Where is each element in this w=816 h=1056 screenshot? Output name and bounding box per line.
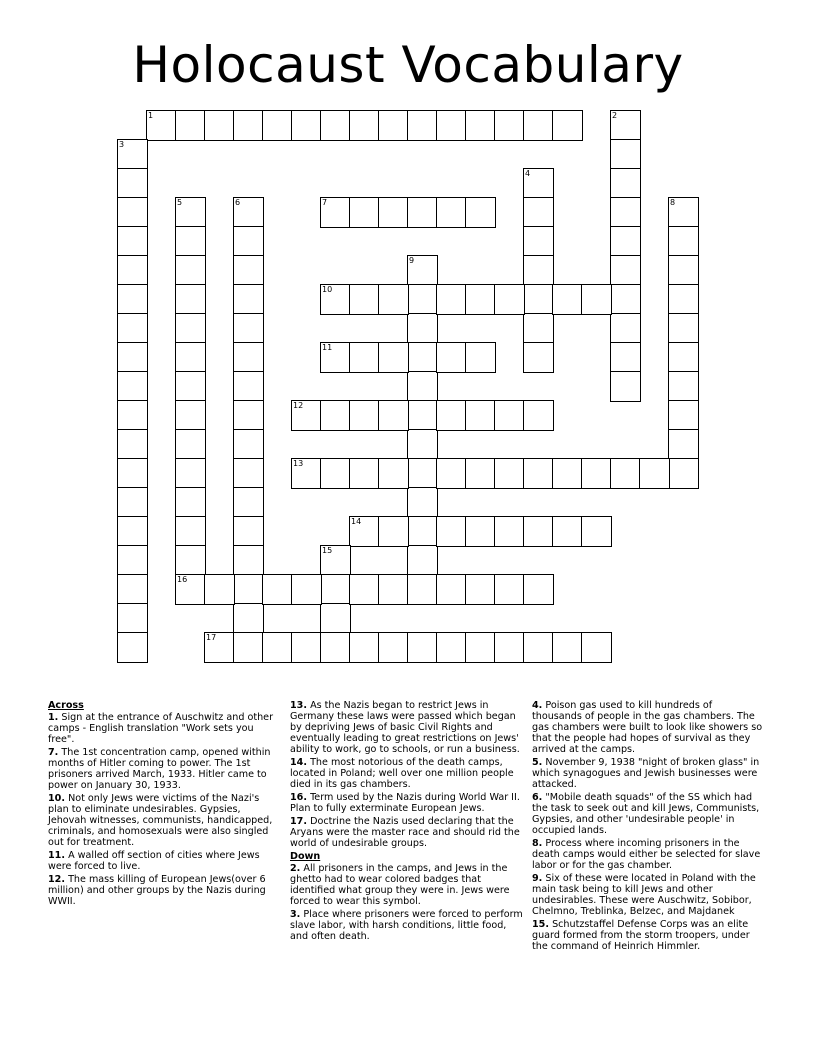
grid-cell[interactable] [146, 110, 177, 141]
grid-cell[interactable] [523, 458, 554, 489]
grid-cell[interactable] [378, 516, 409, 547]
clue-down-4: 4. Poison gas used to kill hundreds of thousands of people in the gas chambers. The gas chambers were built to look like showers so that the people had hopes of survival as they arrived at the camps. [532, 700, 763, 755]
clue-number: 16 [177, 575, 188, 584]
clue-number: 8 [670, 198, 676, 207]
grid-cell[interactable] [552, 284, 583, 315]
grid-cell[interactable] [175, 342, 206, 373]
clue-across-14: 14. The most notorious of the death camps, located in Poland; well over one million people died in its gas chambers. [290, 757, 514, 790]
grid-cell[interactable] [407, 545, 438, 576]
grid-cell[interactable] [349, 110, 380, 141]
grid-cell[interactable] [378, 110, 409, 141]
grid-cell[interactable] [494, 110, 525, 141]
grid-cell[interactable] [117, 458, 148, 489]
clue-across-12: 12. The mass killing of European Jews(over 6 million) and other groups by the Nazis during WWII. [48, 874, 266, 907]
clue-down-8: 8. Process where incoming prisoners in the death camps would either be selected for slave labor or for the gas chamber. [532, 838, 761, 871]
grid-cell[interactable] [349, 632, 380, 663]
grid-cell[interactable] [523, 632, 554, 663]
grid-cell[interactable] [349, 516, 380, 547]
grid-cell[interactable] [668, 371, 699, 402]
clue-across-1: 1. Sign at the entrance of Auschwitz and other camps - English translation "Work sets you free". [48, 712, 274, 745]
grid-cell[interactable] [465, 400, 496, 431]
grid-cell[interactable] [291, 458, 322, 489]
grid-cell[interactable] [233, 603, 264, 634]
grid-cell[interactable] [175, 110, 206, 141]
grid-cell[interactable] [494, 400, 525, 431]
grid-cell[interactable] [349, 284, 380, 315]
grid-cell[interactable] [320, 342, 351, 373]
grid-cell[interactable] [175, 313, 206, 344]
grid-cell[interactable] [465, 632, 496, 663]
grid-cell[interactable] [320, 110, 351, 141]
grid-cell[interactable] [668, 255, 699, 286]
grid-cell[interactable] [552, 458, 583, 489]
grid-cell[interactable] [117, 371, 148, 402]
grid-cell[interactable] [349, 574, 380, 605]
clue-number: 7 [322, 198, 328, 207]
grid-cell[interactable] [175, 545, 206, 576]
grid-cell[interactable] [117, 255, 148, 286]
grid-cell[interactable] [668, 400, 699, 431]
grid-cell[interactable] [552, 110, 583, 141]
grid-cell[interactable] [407, 197, 438, 228]
clue-across-7: 7. The 1st concentration camp, opened within months of Hitler coming to power. The 1st prisoners arrived March, 1933. Hitler came to power on January 30, 1933. [48, 747, 271, 791]
clue-number: 10 [322, 285, 333, 294]
grid-cell[interactable] [523, 342, 554, 373]
grid-cell[interactable] [320, 284, 351, 315]
grid-cell[interactable] [552, 632, 583, 663]
grid-cell[interactable] [233, 545, 264, 576]
grid-cell[interactable] [117, 516, 148, 547]
grid-cell[interactable] [175, 458, 206, 489]
grid-cell[interactable] [233, 342, 264, 373]
grid-cell[interactable] [117, 139, 148, 170]
clue-number: 6 [235, 198, 241, 207]
grid-cell[interactable] [349, 458, 380, 489]
clue-across-10: 10. Not only Jews were victims of the Nazi's plan to eliminate undesirables. Gypsies, Jehovah witnesses, communists, handicapped, criminals, and homosexuals were also singled out for treatment. [48, 793, 273, 848]
grid-cell[interactable] [407, 400, 438, 431]
clue-down-2: 2. All prisoners in the camps, and Jews in the ghetto had to wear colored badges that identified what group they were in. Jews were forced to wear this symbol. [290, 863, 510, 907]
clue-number: 4 [525, 169, 531, 178]
grid-cell[interactable] [117, 603, 148, 634]
puzzle-title: Holocaust Vocabulary [132, 36, 684, 94]
grid-cell[interactable] [233, 313, 264, 344]
grid-cell[interactable] [117, 429, 148, 460]
grid-cell[interactable] [117, 574, 148, 605]
grid-cell[interactable] [378, 574, 409, 605]
across-heading: Across [48, 700, 84, 711]
grid-cell[interactable] [175, 284, 206, 315]
down-heading: Down [290, 851, 321, 862]
grid-cell[interactable] [407, 342, 438, 373]
grid-cell[interactable] [378, 632, 409, 663]
clue-number: 13 [293, 459, 304, 468]
grid-cell[interactable] [436, 574, 467, 605]
grid-cell[interactable] [436, 284, 467, 315]
grid-cell[interactable] [523, 110, 554, 141]
grid-cell[interactable] [523, 168, 554, 199]
grid-cell[interactable] [204, 110, 235, 141]
grid-cell[interactable] [349, 400, 380, 431]
grid-cell[interactable] [639, 458, 670, 489]
grid-cell[interactable] [291, 632, 322, 663]
clue-number: 5 [177, 198, 183, 207]
grid-cell[interactable] [204, 574, 235, 605]
grid-cell[interactable] [407, 487, 438, 518]
clue-across-11: 11. A walled off section of cities where Jews were forced to live. [48, 850, 260, 872]
grid-cell[interactable] [407, 429, 438, 460]
grid-cell[interactable] [523, 255, 554, 286]
clue-number: 12 [293, 401, 304, 410]
clue-number: 14 [351, 517, 362, 526]
grid-cell[interactable] [320, 197, 351, 228]
grid-cell[interactable] [349, 342, 380, 373]
grid-cell[interactable] [436, 400, 467, 431]
grid-cell[interactable] [581, 284, 612, 315]
grid-cell[interactable] [668, 226, 699, 257]
grid-cell[interactable] [494, 516, 525, 547]
grid-cell[interactable] [117, 197, 148, 228]
grid-cell[interactable] [407, 632, 438, 663]
grid-cell[interactable] [117, 168, 148, 199]
grid-cell[interactable] [233, 429, 264, 460]
clue-down-5: 5. November 9, 1938 "night of broken glass" in which synagogues and Jewish businesses were attacked. [532, 757, 760, 790]
grid-cell[interactable] [233, 226, 264, 257]
grid-cell[interactable] [610, 168, 641, 199]
grid-cell[interactable] [233, 400, 264, 431]
grid-cell[interactable] [378, 197, 409, 228]
grid-cell[interactable] [291, 400, 322, 431]
grid-cell[interactable] [465, 574, 496, 605]
grid-cell[interactable] [262, 574, 293, 605]
grid-cell[interactable] [233, 284, 264, 315]
grid-cell[interactable] [117, 632, 148, 663]
grid-cell[interactable] [233, 458, 264, 489]
grid-cell[interactable] [668, 458, 699, 489]
grid-cell[interactable] [175, 574, 206, 605]
grid-cell[interactable] [117, 284, 148, 315]
grid-cell[interactable] [175, 400, 206, 431]
grid-cell[interactable] [233, 632, 264, 663]
grid-cell[interactable] [465, 284, 496, 315]
grid-cell[interactable] [523, 400, 554, 431]
clue-down-9: 9. Six of these were located in Poland with the main task being to kill Jews and other undesirables. These were Auschwitz, Sobibor, Chelmno, Treblinka, Belzec, and Majdanek [532, 873, 756, 917]
grid-cell[interactable] [668, 429, 699, 460]
clue-number: 15 [322, 546, 333, 555]
grid-cell[interactable] [523, 516, 554, 547]
clue-number: 17 [206, 633, 217, 642]
grid-cell[interactable] [407, 284, 438, 315]
grid-cell[interactable] [117, 400, 148, 431]
clue-down-6: 6. "Mobile death squads" of the SS which had the task to seek out and kill Jews, Communists, Gypsies, and other 'undesirable people' in occupied lands. [532, 792, 760, 836]
grid-cell[interactable] [378, 284, 409, 315]
grid-cell[interactable] [378, 400, 409, 431]
grid-cell[interactable] [407, 110, 438, 141]
grid-cell[interactable] [320, 458, 351, 489]
grid-cell[interactable] [320, 574, 351, 605]
clue-down-3: 3. Place where prisoners were forced to perform slave labor, with harsh conditions, little food, and often death. [290, 909, 523, 942]
grid-cell[interactable] [407, 574, 438, 605]
grid-cell[interactable] [117, 545, 148, 576]
grid-cell[interactable] [610, 255, 641, 286]
grid-cell[interactable] [523, 226, 554, 257]
clue-number: 9 [409, 256, 415, 265]
grid-cell[interactable] [233, 255, 264, 286]
grid-cell[interactable] [610, 110, 641, 141]
grid-cell[interactable] [175, 516, 206, 547]
grid-cell[interactable] [320, 400, 351, 431]
grid-cell[interactable] [436, 458, 467, 489]
grid-cell[interactable] [494, 284, 525, 315]
grid-cell[interactable] [175, 371, 206, 402]
grid-cell[interactable] [291, 574, 322, 605]
grid-cell[interactable] [610, 197, 641, 228]
grid-cell[interactable] [175, 255, 206, 286]
clue-across-17: 17. Doctrine the Nazis used declaring that the Aryans were the master race and should rid the world of undesirable groups. [290, 816, 520, 849]
grid-cell[interactable] [494, 458, 525, 489]
grid-cell[interactable] [378, 458, 409, 489]
clue-number: 2 [612, 111, 618, 120]
grid-cell[interactable] [233, 574, 264, 605]
grid-cell[interactable] [117, 226, 148, 257]
grid-cell[interactable] [581, 458, 612, 489]
clue-column-1 [48, 700, 278, 909]
grid-cell[interactable] [349, 197, 380, 228]
grid-cell[interactable] [262, 110, 293, 141]
grid-cell[interactable] [407, 458, 438, 489]
grid-cell[interactable] [436, 632, 467, 663]
grid-cell[interactable] [523, 313, 554, 344]
grid-cell[interactable] [610, 284, 641, 315]
grid-cell[interactable] [175, 226, 206, 257]
clue-column-3 [532, 700, 764, 954]
grid-cell[interactable] [436, 197, 467, 228]
clue-down-15: 15. Schutzstaffel Defense Corps was an elite guard formed from the storm troopers, under the command of Heinrich Himmler. [532, 919, 750, 952]
grid-cell[interactable] [668, 284, 699, 315]
grid-cell[interactable] [465, 342, 496, 373]
grid-cell[interactable] [465, 110, 496, 141]
grid-cell[interactable] [494, 574, 525, 605]
grid-cell[interactable] [436, 516, 467, 547]
grid-cell[interactable] [407, 371, 438, 402]
clue-number: 3 [119, 140, 125, 149]
grid-cell[interactable] [407, 516, 438, 547]
grid-cell[interactable] [610, 226, 641, 257]
grid-cell[interactable] [465, 458, 496, 489]
grid-cell[interactable] [320, 545, 351, 576]
grid-cell[interactable] [320, 603, 351, 634]
grid-cell[interactable] [610, 371, 641, 402]
grid-cell[interactable] [204, 632, 235, 663]
grid-cell[interactable] [523, 574, 554, 605]
grid-cell[interactable] [668, 197, 699, 228]
grid-cell[interactable] [378, 342, 409, 373]
grid-cell[interactable] [523, 197, 554, 228]
grid-cell[interactable] [320, 632, 351, 663]
grid-cell[interactable] [233, 516, 264, 547]
clue-column-2 [290, 700, 524, 944]
grid-cell[interactable] [610, 458, 641, 489]
grid-cell[interactable] [610, 313, 641, 344]
grid-cell[interactable] [175, 429, 206, 460]
grid-cell[interactable] [291, 110, 322, 141]
grid-cell[interactable] [233, 371, 264, 402]
grid-cell[interactable] [494, 632, 525, 663]
grid-cell[interactable] [581, 516, 612, 547]
grid-cell[interactable] [233, 487, 264, 518]
grid-cell[interactable] [552, 516, 583, 547]
grid-cell[interactable] [175, 487, 206, 518]
clue-across-13: 13. As the Nazis began to restrict Jews in Germany these laws were passed which began by depriving Jews of basic Civil Rights and eventually leading to great restrictions on Jews' ability to work, go to schools, or run a business. [290, 700, 520, 755]
grid-cell[interactable] [523, 284, 554, 315]
grid-cell[interactable] [233, 110, 264, 141]
grid-cell[interactable] [233, 197, 264, 228]
clue-number: 11 [322, 343, 333, 352]
grid-cell[interactable] [668, 313, 699, 344]
clue-across-16: 16. Term used by the Nazis during World War II. Plan to fully exterminate European Jews. [290, 792, 520, 814]
grid-cell[interactable] [175, 197, 206, 228]
grid-cell[interactable] [668, 342, 699, 373]
grid-cell[interactable] [436, 110, 467, 141]
grid-cell[interactable] [581, 632, 612, 663]
grid-cell[interactable] [610, 342, 641, 373]
clue-number: 1 [148, 111, 154, 120]
grid-cell[interactable] [407, 255, 438, 286]
grid-cell[interactable] [407, 313, 438, 344]
grid-cell[interactable] [117, 313, 148, 344]
grid-cell[interactable] [465, 516, 496, 547]
grid-cell[interactable] [465, 197, 496, 228]
grid-cell[interactable] [117, 487, 148, 518]
grid-cell[interactable] [117, 342, 148, 373]
grid-cell[interactable] [436, 342, 467, 373]
grid-cell[interactable] [610, 139, 641, 170]
grid-cell[interactable] [262, 632, 293, 663]
